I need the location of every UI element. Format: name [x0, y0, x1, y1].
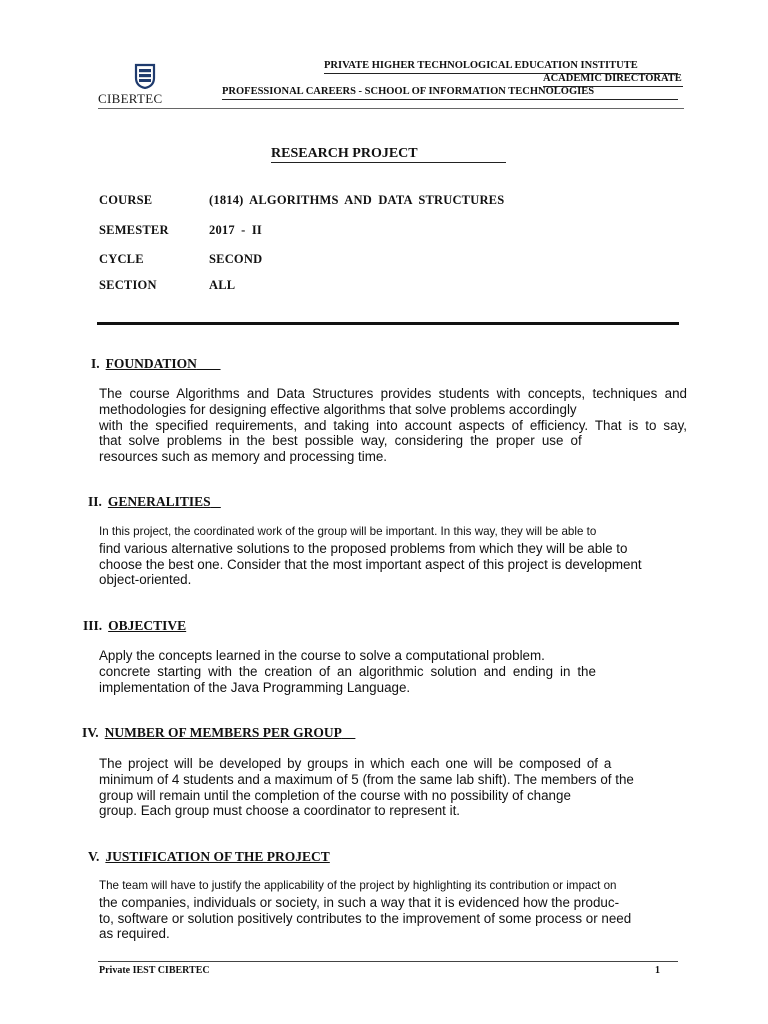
paragraph-line: choose the best one. Consider that the most important aspect of this project is development — [99, 557, 642, 572]
section-title: GENERALITIES — [107, 494, 211, 509]
paragraph-line: that solve problems in the best possible way, considering the proper use of — [99, 433, 582, 448]
section-title: NUMBER OF MEMBERS PER GROUP — [104, 725, 342, 740]
section-number: I. — [91, 356, 100, 371]
paragraph-line: group will remain until the completion of the course with no possibility of change — [99, 788, 571, 803]
page-number: 1 — [655, 965, 660, 976]
paragraph-line: the companies, individuals or society, in such a way that it is evidenced how the produc- — [99, 895, 620, 910]
section-heading-generalities — [88, 494, 221, 510]
document-title — [271, 146, 418, 162]
header-underline-3 — [222, 99, 678, 100]
paragraph-line: object-oriented. — [99, 572, 192, 587]
title-underline — [271, 162, 506, 163]
paragraph-line: The team will have to justify the applicability of the project by highlighting its contribution or impact on — [99, 879, 617, 892]
section-number: V. — [88, 849, 100, 864]
paragraph-line: minimum of 4 students and a maximum of 5 (from the same lab shift). The members of the — [99, 772, 634, 787]
paragraph-line: The project will be developed by groups in which each one will be composed of a — [99, 756, 612, 771]
section-heading-justification — [88, 849, 330, 865]
paragraph-line: as required. — [99, 926, 170, 941]
section-number: IV. — [82, 725, 99, 740]
paragraph-line: to, software or solution positively contributes to the improvement of some process or need — [99, 911, 632, 926]
paragraph-line: In this project, the coordinated work of the group will be important. In this way, they will be able to — [99, 525, 597, 538]
cycle-value: SECOND — [209, 252, 263, 266]
section-value: ALL — [209, 278, 236, 292]
section-number: II. — [88, 494, 102, 509]
section-heading-objective — [83, 618, 186, 634]
paragraph-line: The course Algorithms and Data Structures provides students with concepts, techniques and — [99, 386, 687, 401]
section-heading-members — [82, 725, 355, 741]
meta-divider — [97, 322, 679, 325]
paragraph-line: find various alternative solutions to the proposed problems from which they will be able to — [99, 541, 628, 556]
header-divider — [98, 108, 684, 109]
paragraph-line: concrete starting with the creation of an algorithmic solution and ending in the — [99, 664, 596, 679]
section-title: OBJECTIVE — [108, 618, 187, 633]
course-value: (1814) ALGORITHMS AND DATA STRUCTURES — [209, 193, 505, 207]
section-label: SECTION — [99, 278, 157, 292]
footer-institution: Private IEST CIBERTEC — [99, 965, 210, 976]
paragraph-line: methodologies for designing effective algorithms that solve problems accordingly — [99, 402, 577, 417]
logo-wordmark: CIBERTEC — [98, 91, 163, 106]
school-name: PROFESSIONAL CAREERS - SCHOOL OF INFORMATION TECHNOLOGIES — [222, 86, 595, 97]
academic-directorate: ACADEMIC DIRECTORATE — [543, 73, 682, 84]
paragraph-line: group. Each group must choose a coordinator to represent it. — [99, 803, 461, 818]
semester-value: 2017 - II — [209, 223, 262, 237]
paragraph-line: resources such as memory and processing time. — [99, 449, 388, 464]
section-title: JUSTIFICATION OF THE PROJECT — [105, 849, 330, 864]
institute-name: PRIVATE HIGHER TECHNOLOGICAL EDUCATION INSTITUTE — [324, 60, 638, 71]
shield-icon — [134, 63, 156, 89]
paragraph-line: with the specified requirements, and taking into account aspects of efficiency. That is to say, — [99, 418, 687, 433]
title-text: RESEARCH PROJECT — [271, 146, 418, 161]
paragraph-line: implementation of the Java Programming Language. — [99, 680, 411, 695]
footer-divider — [98, 961, 678, 962]
semester-label: SEMESTER — [99, 223, 169, 237]
cycle-label: CYCLE — [99, 252, 144, 266]
paragraph-line: Apply the concepts learned in the course to solve a computational problem. — [99, 648, 545, 663]
section-heading-foundation — [91, 356, 221, 372]
course-label: COURSE — [99, 193, 153, 207]
section-number: III. — [83, 618, 103, 633]
section-title: FOUNDATION — [105, 356, 197, 371]
cibertec-logo — [98, 62, 178, 108]
